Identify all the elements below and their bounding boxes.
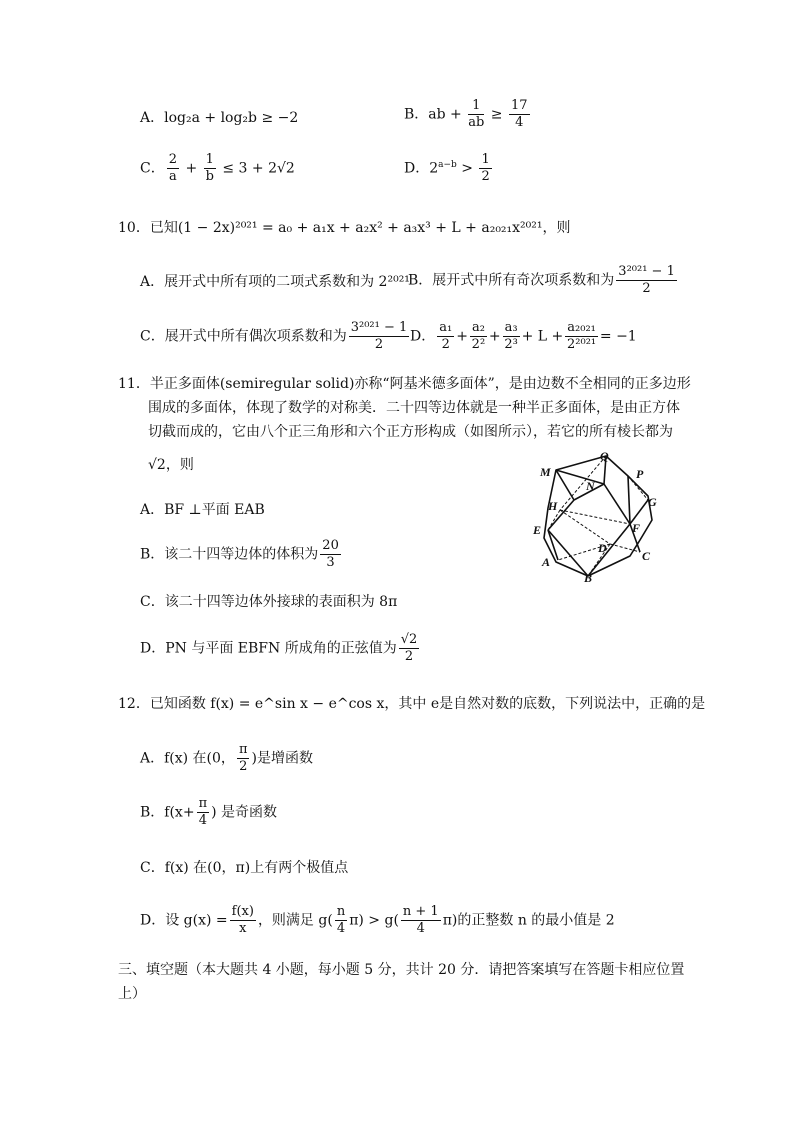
q11-d-prefix: D．PN 与平面 EBFN 所成角的正弦值为	[140, 640, 397, 657]
q9-d-den: 2	[481, 169, 490, 184]
q9-c-f2-den: b	[205, 169, 214, 184]
q11-d-num: √2	[400, 632, 418, 647]
q10-option-d: D． $\frac{\text{a₁}}{2}$ + $\frac{\text{a₂}}{\text{2²}}$ + $\frac{\text{a₃}}{\text{2³}}$ + L + $\frac{\text{a₂₀₂₁}}{\text{2²⁰²¹}}$ = −1	[410, 320, 637, 352]
label-h: H	[548, 499, 558, 513]
q12-option-b	[140, 796, 277, 829]
q9-c-frac1	[167, 152, 179, 185]
q9-option-a: A．log₂a + log₂b ≥ −2	[140, 110, 299, 126]
label-m: M	[540, 465, 551, 479]
q10-d-term1-den: 2	[441, 337, 450, 352]
q10-d-term4-num: a₂₀₂₁	[567, 320, 596, 335]
q9-option-d	[404, 152, 494, 185]
q9-d-fraction	[479, 152, 491, 185]
q12-stem: 12．已知函数 f(x) = e^sin x − e^cos x，其中 e是自然对数的底数，下列说法中，正确的是	[118, 696, 706, 712]
polyhedron-figure	[526, 448, 668, 586]
q12-d-mid2: π) > g(	[349, 912, 399, 929]
label-e: E	[533, 523, 542, 537]
q11-b-prefix: B．该二十四等边体的体积为	[140, 546, 319, 563]
label-a: A	[542, 555, 551, 569]
q12-b-num: π	[198, 796, 208, 811]
q10-c-prefix: C．展开式中所有偶次项系数和为	[140, 328, 347, 345]
q10-c-num: 3²⁰²¹ − 1	[350, 320, 408, 335]
q10-stem: 10．已知(1 − 2x)²⁰²¹ = a₀ + a₁x + a₂x² + a₃x³ + L + a₂₀₂₁x²⁰²¹，则	[118, 220, 571, 236]
q12-option-d	[140, 904, 615, 937]
q11-b-fraction	[320, 538, 341, 571]
q9-c-f1-den: a	[168, 169, 177, 184]
edge-p-f	[628, 476, 630, 524]
q11-option-a: A．BF ⊥平面 EAB	[140, 502, 265, 518]
q9-d-num: 1	[481, 152, 490, 167]
edge-n-f	[604, 484, 630, 524]
q12-d-n-fraction	[335, 904, 347, 937]
q9-c-prefix: C．	[140, 160, 165, 177]
q10-d-term-2	[470, 320, 487, 353]
q11-stem-line-2: 围成的多面体，体现了数学的对称美．二十四等边体就是一种半正多面体，是由正方体	[148, 400, 680, 416]
q11-b-den: 3	[326, 555, 335, 570]
q12-b-fraction	[197, 796, 210, 829]
q10-option-c	[140, 320, 411, 353]
label-q: Q	[600, 449, 609, 463]
label-f: F	[632, 521, 641, 535]
q9-b-mid: ≥	[486, 106, 507, 123]
q12-d-prefix: D．设 g(x) =	[140, 912, 228, 929]
q12-d-n1-den: 4	[336, 921, 346, 936]
section-3-heading-line-2: 上）	[118, 986, 146, 1002]
q11-stem-line-4: √2，则	[148, 457, 194, 473]
q10-d-term2-den: 2²	[471, 337, 486, 352]
q11-d-den: 2	[404, 649, 414, 664]
q12-b-prefix: B．f(x+	[140, 804, 195, 821]
q12-d-suffix: π)的正整数 n 的最小值是 2	[442, 912, 615, 929]
q10-d-term1-num: a₁	[439, 320, 453, 335]
q10-d-term2-num: a₂	[471, 320, 485, 335]
q10-d-term-1	[437, 320, 454, 353]
q12-option-c: C．f(x) 在(0，π)上有两个极值点	[140, 860, 349, 876]
label-d: D	[598, 541, 607, 555]
edge-e-b	[548, 530, 588, 576]
q12-d-mid1: ，则满足 g(	[257, 912, 333, 929]
q12-d-n1-fraction	[401, 904, 441, 937]
q10-c-fraction	[349, 320, 410, 353]
q10-d-term-3	[503, 320, 520, 353]
q9-c-frac2	[204, 152, 216, 185]
q9-c-plus: +	[181, 160, 202, 177]
q9-c-f1-num: 2	[168, 152, 177, 167]
q9-b-rhs-num: 17	[510, 98, 528, 113]
q12-b-suffix: ) 是奇函数	[211, 804, 278, 821]
q10-c-den: 2	[374, 337, 384, 352]
q10-d-term3-den: 2³	[504, 337, 518, 352]
q12-d-n2-den: 4	[416, 921, 425, 936]
q9-d-sup: a−b	[438, 159, 457, 170]
q9-b-rhs-fraction	[509, 98, 530, 131]
q9-b-fraction	[468, 98, 484, 131]
label-p: P	[636, 467, 644, 481]
q9-b-rhs-den: 4	[515, 115, 524, 130]
q9-b-frac-den: ab	[468, 115, 485, 130]
label-b: B	[584, 571, 593, 585]
q12-a-suffix: )是增函数	[251, 750, 313, 767]
q9-option-c	[140, 152, 295, 185]
q9-option-b	[404, 98, 532, 131]
q11-option-d	[140, 632, 421, 665]
q11-option-c: C．该二十四等边体外接球的表面积为 8π	[140, 594, 398, 610]
label-n: N	[586, 479, 595, 493]
section-3-heading-line-1: 三、填空题（本大题共 4 小题，每小题 5 分，共计 20 分．请把答案填写在答题卡相应位置	[118, 962, 685, 978]
q12-b-den: 4	[198, 813, 207, 828]
q10-d-ellipsis: + L +	[521, 328, 564, 345]
q11-b-num: 20	[322, 538, 339, 553]
q9-d-prefix: D．2	[404, 160, 439, 177]
q12-a-num: π	[238, 742, 248, 757]
q10-b-num: 3²⁰²¹ − 1	[618, 264, 675, 279]
q12-d-fx-den: x	[239, 921, 247, 936]
q12-d-fx-fraction	[230, 904, 256, 937]
q10-d-prefix: D．	[410, 328, 436, 345]
q11-stem-line-3: 切截而成的，它由八个正三角形和六个正方形构成（如图所示），若它的所有棱长都为	[148, 424, 673, 440]
q12-a-fraction	[237, 742, 250, 775]
q9-c-suffix: ≤ 3 + 2√2	[217, 160, 295, 177]
q10-b-fraction	[616, 264, 677, 297]
q10-b-den: 2	[642, 281, 651, 296]
q12-a-den: 2	[239, 759, 248, 774]
q11-d-fraction	[399, 632, 420, 665]
q11-option-b	[140, 538, 343, 571]
q9-d-mid: >	[456, 160, 478, 177]
q9-c-f2-num: 1	[205, 152, 214, 167]
edge-f-b	[588, 524, 630, 576]
q10-option-b	[408, 264, 679, 297]
q12-a-prefix: A．f(x) 在(0，	[140, 750, 235, 767]
q12-option-a	[140, 742, 313, 775]
q10-b-prefix: B．展开式中所有奇次项系数和为	[408, 272, 615, 289]
q9-b-frac-num: 1	[468, 98, 484, 115]
q9-b-prefix: B．ab +	[404, 106, 467, 123]
q10-d-term-last	[565, 320, 598, 353]
label-c: C	[642, 549, 651, 563]
q12-d-n2-num: n + 1	[402, 904, 439, 919]
q12-d-n1-num: n	[336, 904, 346, 919]
q10-d-suffix: = −1	[599, 328, 637, 345]
q11-stem-line-1: 11．半正多面体(semiregular solid)亦称“阿基米德多面体”，是由边数不全相同的正多边形	[118, 376, 691, 392]
q10-d-term3-num: a₃	[504, 320, 518, 335]
q10-option-a: A．展开式中所有项的二项式系数和为 2²⁰²¹	[140, 274, 410, 290]
label-g: G	[648, 495, 657, 509]
q12-d-fx-num: f(x)	[231, 904, 254, 919]
q10-d-term4-den: 2²⁰²¹	[567, 337, 597, 352]
